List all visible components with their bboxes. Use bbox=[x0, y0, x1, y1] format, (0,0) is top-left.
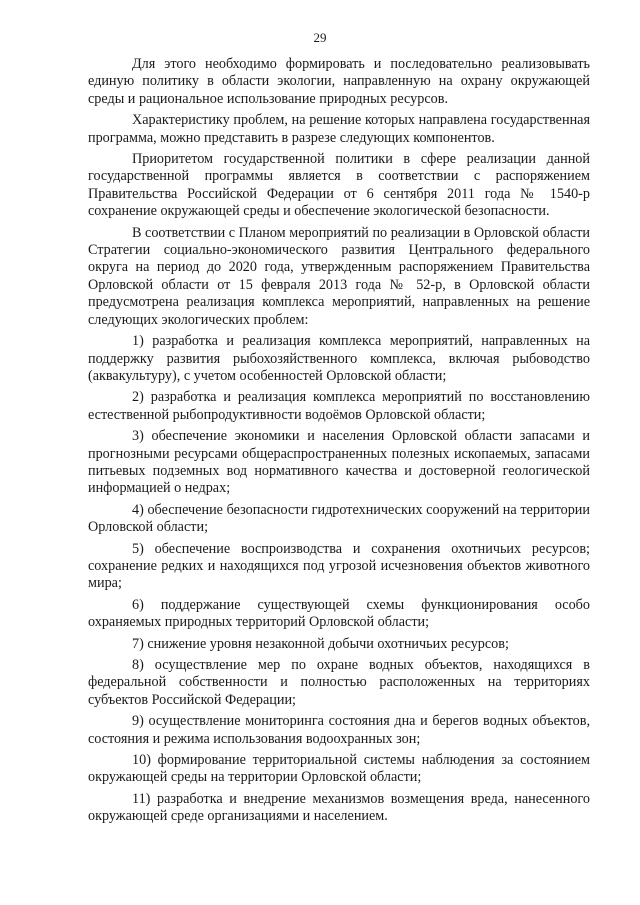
list-item-6: 6) поддержание существующей схемы функционирования особо охраняемых природных территорий Орловской области; bbox=[88, 596, 590, 631]
list-item-8: 8) осуществление мер по охране водных объектов, находящихся в федеральной собственности и полностью расположенных на территориях субъектов Российской Федерации; bbox=[88, 657, 590, 708]
list-item-9: 9) осуществление мониторинга состояния дна и берегов водных объектов, состояния и режима использования водоохранных зон; bbox=[88, 713, 590, 747]
paragraph-priority: Приоритетом государственной политики в сфере реализации данной государственной программы является в соответствии с распоряжением Правительства Российской Федерации от 6 сентября 2011 года № 1540-р сохранение окружающей среды и обеспечение экологической безопасности. bbox=[88, 151, 590, 220]
document-body bbox=[88, 56, 590, 830]
list-item-3: 3) обеспечение экономики и населения Орловской области запасами и прогнозными ресурсами общераспространенных полезных ископаемых, запасами питьевых подземных вод нормативного качества и достоверной геологической информацией о недрах; bbox=[88, 428, 590, 497]
paragraph-characteristics: Характеристику проблем, на решение которых направлена государственная программа, можно представить в разрезе следующих компонентов. bbox=[88, 112, 590, 146]
page-number: 29 bbox=[313, 30, 327, 45]
list-item-10: 10) формирование территориальной системы наблюдения за состоянием окружающей среды на территории Орловской области; bbox=[88, 752, 590, 786]
list-item-4: 4) обеспечение безопасности гидротехнических сооружений на территории Орловской области; bbox=[88, 501, 590, 536]
list-item-5: 5) обеспечение воспроизводства и сохранения охотничьих ресурсов; сохранение редких и находящихся под угрозой исчезновения объектов животного мира; bbox=[88, 540, 590, 592]
list-item-7: 7) снижение уровня незаконной добычи охотничьих ресурсов; bbox=[132, 635, 509, 652]
list-item-2: 2) разработка и реализация комплекса мероприятий по восстановлению естественной рыбопродуктивности водоёмов Орловской области; bbox=[88, 389, 590, 423]
paragraph-plan: В соответствии с Планом мероприятий по реализации в Орловской области Стратегии социально-экономического развития Центрального федерального округа на период до 2020 года, утвержденным распоряжением Правительства Орловской области от 15 февраля 2013 года № 52-р, в Орловской области предусмотрена реализация комплекса мероприятий, направленных на решение следующих экологических проблем: bbox=[88, 224, 590, 328]
list-item-1: 1) разработка и реализация комплекса мероприятий, направленных на поддержку развития рыбохозяйственного комплекса, включая рыбоводство (аквакультуру), с учетом особенностей Орловской области; bbox=[88, 333, 590, 384]
list-item-11: 11) разработка и внедрение механизмов возмещения вреда, нанесенного окружающей среде организациями и населением. bbox=[88, 790, 590, 825]
paragraph-intro: Для этого необходимо формировать и последовательно реализовывать единую политику в области экологии, направленную на охрану окружающей среды и рациональное использование природных ресурсов. bbox=[88, 56, 590, 107]
